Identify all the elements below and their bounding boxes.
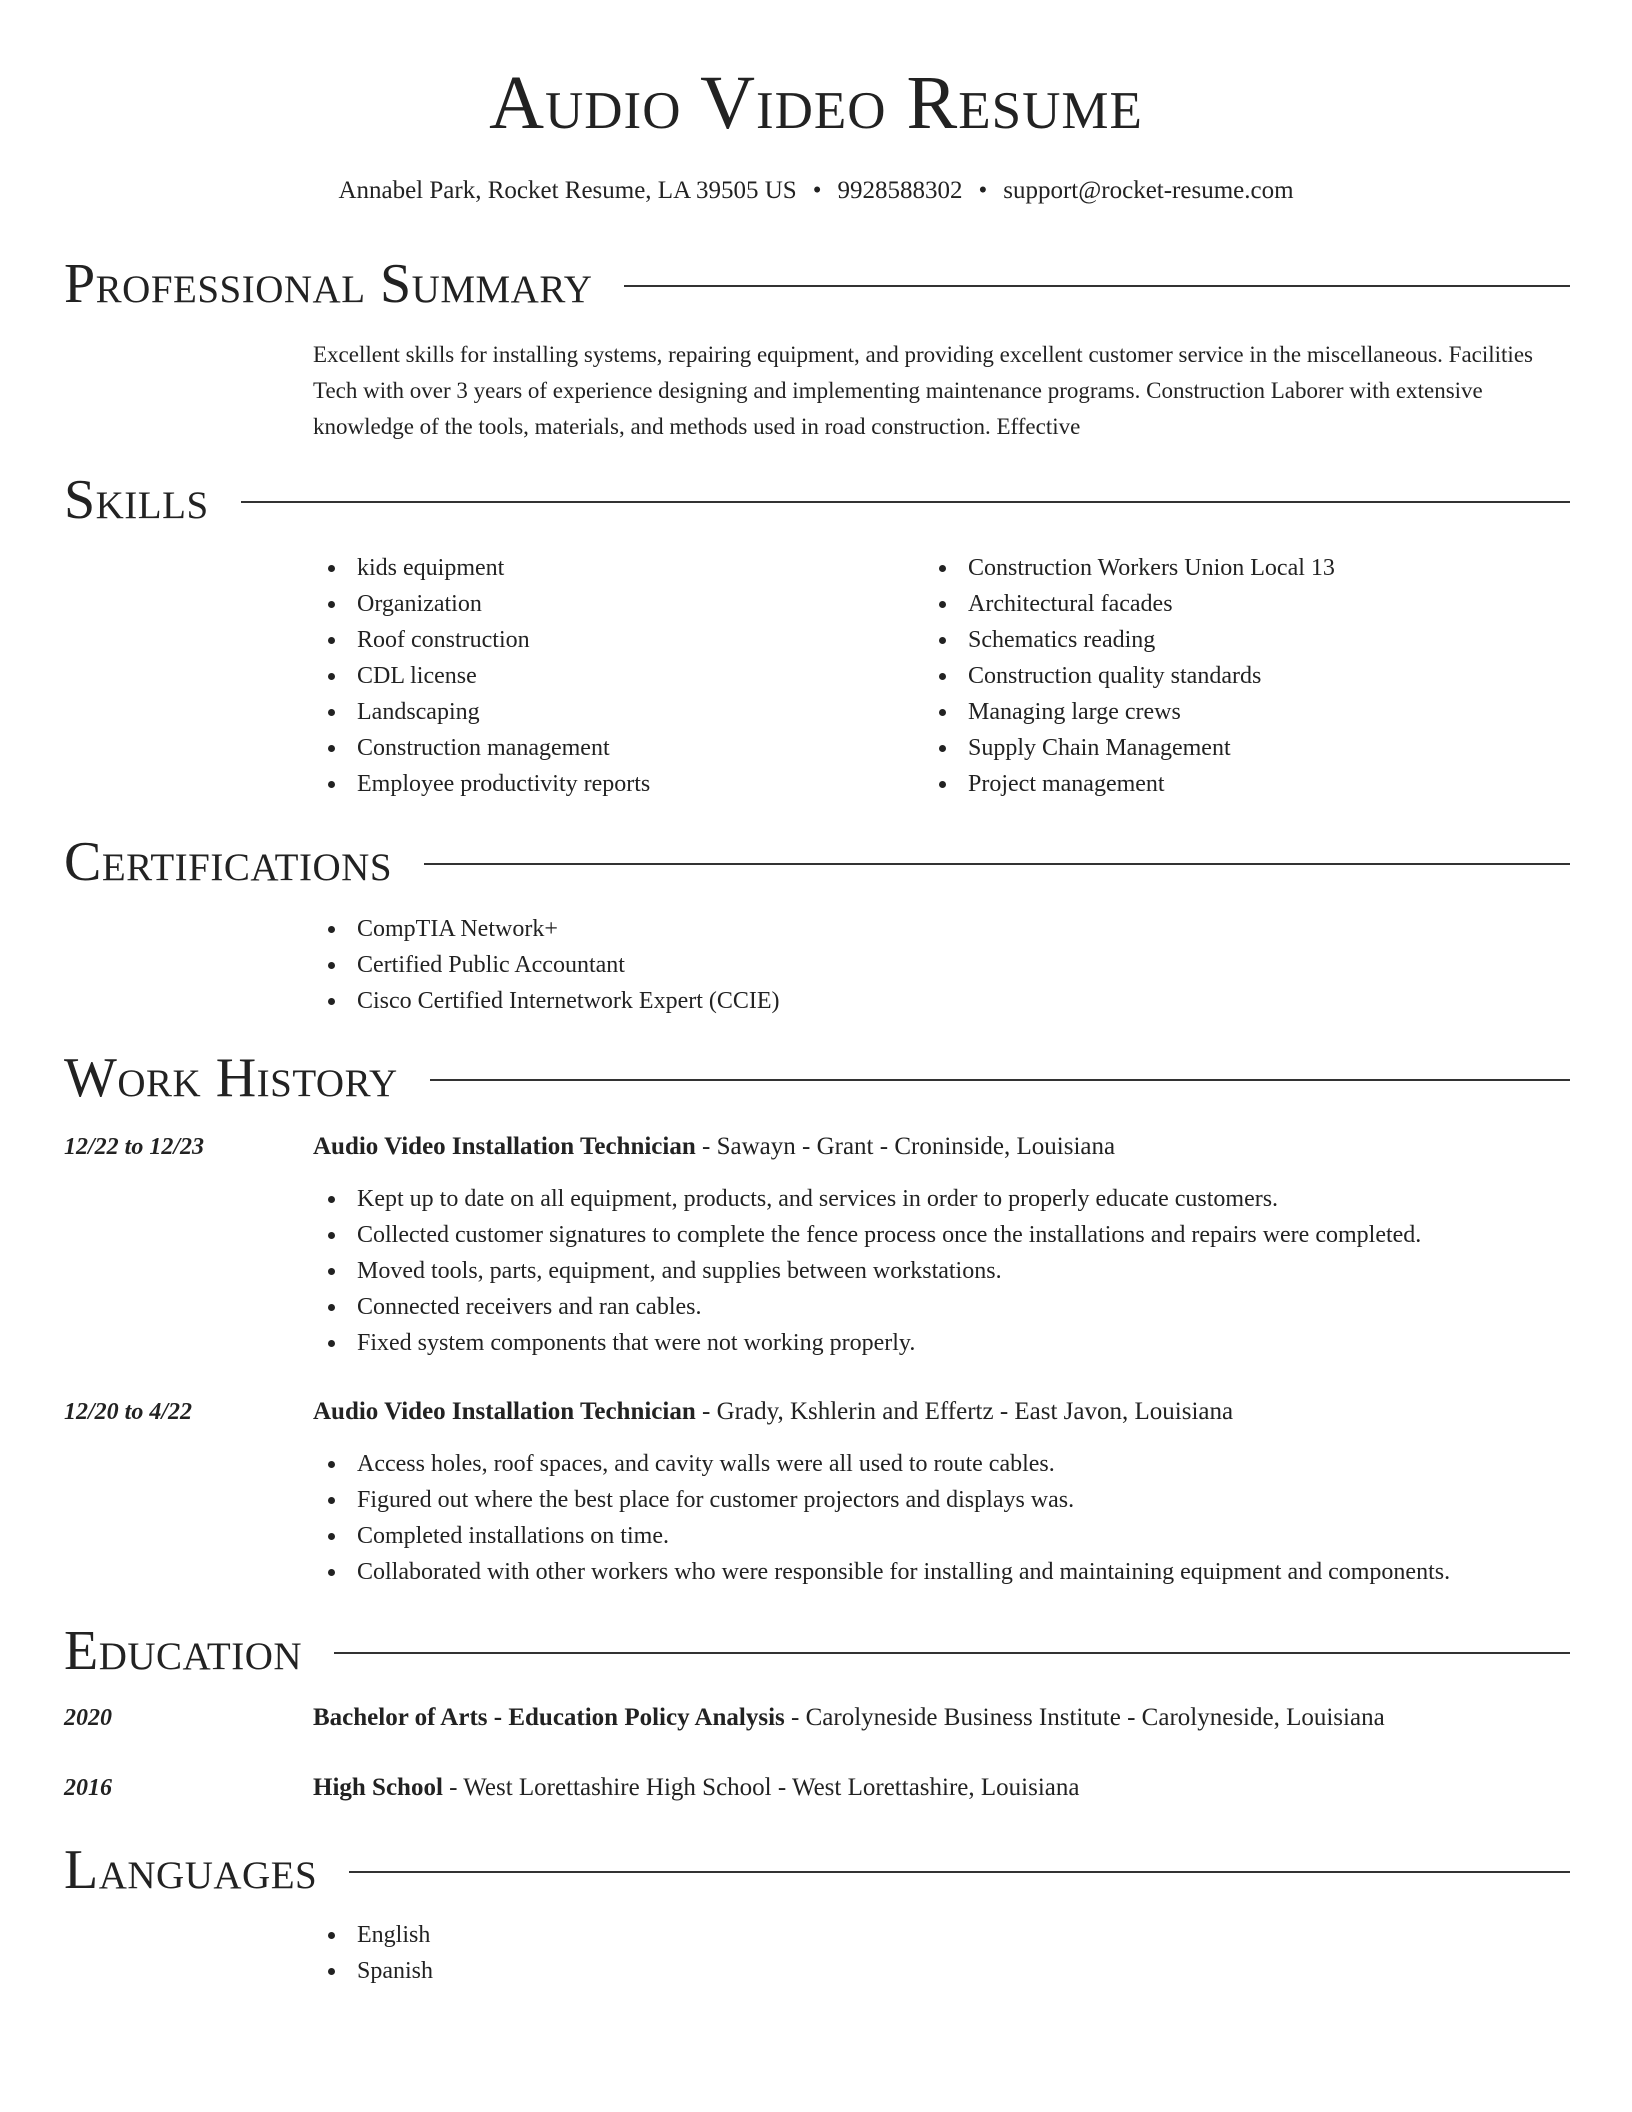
section-heading-skills	[64, 468, 1570, 532]
contact-phone: 9928588302	[837, 177, 963, 204]
education-degree: Bachelor of Arts - Education Policy Analysis	[313, 1704, 785, 1731]
list-item: Supply Chain Management	[924, 730, 1335, 766]
job-title-line	[313, 1129, 1592, 1165]
job-title-line	[313, 1394, 1592, 1430]
education-year: 2016	[64, 1775, 112, 1801]
section-divider	[430, 1079, 1570, 1081]
list-item: kids equipment	[313, 550, 650, 586]
job-bullets	[313, 1181, 1421, 1361]
list-item: Schematics reading	[924, 622, 1335, 658]
list-item: Collected customer signatures to complete the fence process once the installations and repairs were completed.	[313, 1217, 1421, 1253]
section-heading-languages	[64, 1838, 1570, 1902]
section-title: Professional Summary	[64, 253, 593, 315]
job-bullets	[313, 1446, 1450, 1590]
job-title: Audio Video Installation Technician	[313, 1133, 696, 1160]
list-item: Architectural facades	[924, 586, 1335, 622]
section-heading-work-history	[64, 1046, 1570, 1110]
education-school: - West Lorettashire High School - West Lorettashire, Louisiana	[442, 1774, 1080, 1801]
skills-list-right	[924, 550, 1335, 802]
contact-line	[0, 173, 1632, 209]
list-item: English	[313, 1917, 433, 1953]
list-item: CompTIA Network+	[313, 911, 780, 947]
education-school: - Carolyneside Business Institute - Carolyneside, Louisiana	[784, 1704, 1385, 1731]
job-title: Audio Video Installation Technician	[313, 1398, 696, 1425]
job-dates: 12/22 to 12/23	[64, 1134, 205, 1160]
list-item: Landscaping	[313, 694, 650, 730]
section-heading-education	[64, 1619, 1570, 1683]
certifications-list	[313, 911, 780, 1019]
list-item: Collaborated with other workers who were responsible for installing and maintaining equipment and components.	[313, 1554, 1450, 1590]
education-entry	[313, 1770, 1592, 1806]
list-item: Employee productivity reports	[313, 766, 650, 802]
contact-separator: •	[978, 177, 988, 204]
resume-title: Audio Video Resume	[489, 61, 1143, 145]
section-title: Languages	[64, 1839, 318, 1901]
list-item: Completed installations on time.	[313, 1518, 1450, 1554]
section-heading-summary	[64, 252, 1570, 316]
section-title: Education	[64, 1620, 303, 1682]
list-item: Access holes, roof spaces, and cavity walls were all used to route cables.	[313, 1446, 1450, 1482]
education-year: 2020	[64, 1705, 112, 1731]
list-item: Construction management	[313, 730, 650, 766]
languages-list	[313, 1917, 433, 1989]
section-title: Certifications	[64, 831, 393, 893]
list-item: Connected receivers and ran cables.	[313, 1289, 1421, 1325]
list-item: Construction Workers Union Local 13	[924, 550, 1335, 586]
skills-list-left	[313, 550, 650, 802]
education-entry	[313, 1700, 1592, 1736]
list-item: Organization	[313, 586, 650, 622]
section-divider	[624, 285, 1570, 287]
list-item: Managing large crews	[924, 694, 1335, 730]
list-item: Kept up to date on all equipment, products, and services in order to properly educate customers.	[313, 1181, 1421, 1217]
list-item: Figured out where the best place for customer projectors and displays was.	[313, 1482, 1450, 1518]
job-dates: 12/20 to 4/22	[64, 1399, 193, 1425]
contact-address: Annabel Park, Rocket Resume, LA 39505 US	[338, 177, 797, 204]
list-item: Moved tools, parts, equipment, and supplies between workstations.	[313, 1253, 1421, 1289]
list-item: Project management	[924, 766, 1335, 802]
job-employer: - Sawayn - Grant - Croninside, Louisiana	[695, 1133, 1116, 1160]
contact-email[interactable]: support@rocket-resume.com	[1003, 177, 1294, 204]
list-item: Certified Public Accountant	[313, 947, 780, 983]
section-divider	[424, 863, 1570, 865]
education-degree: High School	[313, 1774, 443, 1801]
contact-separator: •	[812, 177, 822, 204]
list-item: Spanish	[313, 1953, 433, 1989]
section-divider	[241, 501, 1570, 503]
section-divider	[334, 1652, 1570, 1654]
list-item: Fixed system components that were not working properly.	[313, 1325, 1421, 1361]
list-item: CDL license	[313, 658, 650, 694]
job-employer: - Grady, Kshlerin and Effertz - East Javon, Louisiana	[695, 1398, 1234, 1425]
list-item: Construction quality standards	[924, 658, 1335, 694]
list-item: Cisco Certified Internetwork Expert (CCIE)	[313, 983, 780, 1019]
section-title: Skills	[64, 469, 209, 531]
section-divider	[349, 1871, 1570, 1873]
section-heading-certifications	[64, 830, 1570, 894]
summary-text: Excellent skills for installing systems, repairing equipment, and providing excellent customer service in the miscellaneous. Facilities Tech with over 3 years of experience designing and implementing maintenance programs. Construction Laborer with extensive knowledge of the tools, materials, and methods used in road construction. Effective	[313, 342, 1533, 439]
list-item: Roof construction	[313, 622, 650, 658]
section-title: Work History	[64, 1047, 398, 1109]
